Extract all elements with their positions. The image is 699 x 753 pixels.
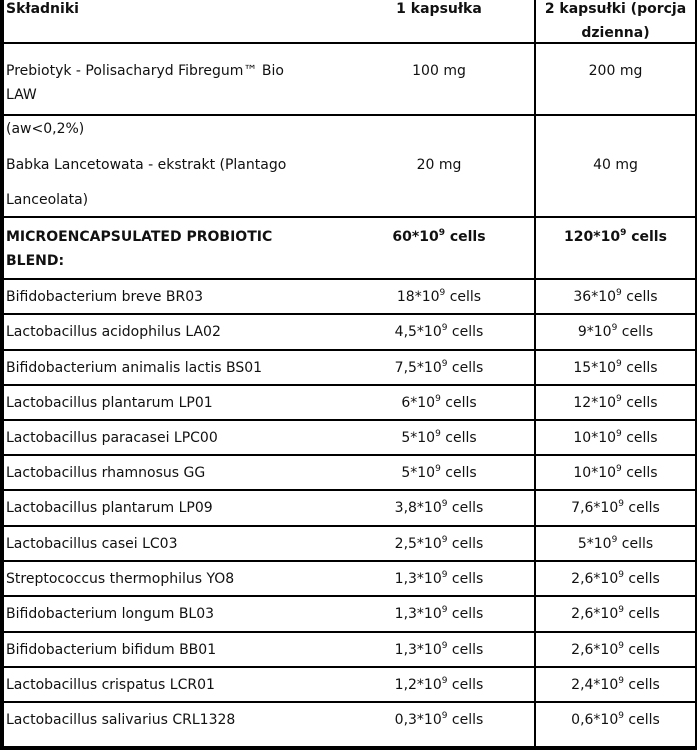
dose-one-value: $5*10^9$ cells (401, 429, 477, 446)
header-one-capsule-label: 1 kapsułka (396, 1, 482, 17)
dose-one (344, 44, 534, 114)
header-one-capsule (344, 0, 534, 42)
dose-two-value: $2,4*10^9$ cells (571, 676, 660, 693)
table-row (4, 491, 695, 527)
dose-one (344, 633, 534, 666)
dose-one (344, 386, 534, 419)
header-ingredients (6, 0, 346, 42)
dose-two (534, 597, 695, 631)
dose-one-value: 100 mg (412, 63, 466, 79)
strain-name (6, 703, 346, 746)
dose-one-value: $4,5*10^9$ cells (394, 323, 484, 340)
dose-two (534, 491, 695, 525)
dose-two-value: $36*10^9$ cells (573, 288, 658, 305)
dose-one (344, 315, 534, 349)
dose-two (534, 703, 695, 746)
dose-two-value: 40 mg (593, 157, 638, 173)
strain-name (6, 668, 346, 701)
table-row (4, 315, 695, 351)
dose-one (344, 703, 534, 746)
strain-name-label: Bifidobacterium animalis lactis BS01 (6, 360, 263, 376)
dose-one (344, 116, 534, 216)
table-row (4, 703, 695, 746)
table-row (4, 116, 695, 218)
dose-one-value: $7,5*10^9$ cells (394, 359, 484, 376)
strain-name (6, 597, 346, 631)
dose-two-value: $5*10^9$ cells (577, 535, 654, 552)
dose-one-value: $18*10^9$ cells (396, 288, 482, 305)
strain-name (6, 527, 346, 560)
strain-name-label: Streptococcus thermophilus YO8 (6, 571, 235, 587)
dose-one (344, 421, 534, 454)
dose-two-value: 200 mg (588, 63, 643, 79)
dose-two (534, 218, 695, 278)
header-two-capsules-line1: 2 kapsułki (porcja (544, 1, 687, 17)
dose-one (344, 527, 534, 560)
dose-one (344, 597, 534, 631)
strain-name-label: Lactobacillus casei LC03 (6, 536, 178, 552)
table-row (4, 633, 695, 668)
dose-two (534, 386, 695, 419)
strain-name (6, 280, 346, 313)
dose-two-value: $15*10^9$ cells (573, 359, 658, 376)
strain-name-label: Bifidobacterium breve BR03 (6, 289, 204, 305)
dose-one (344, 280, 534, 313)
dose-two-value: $0,6*10^9$ cells (571, 711, 660, 728)
dose-two-value: $9*10^9$ cells (577, 323, 654, 340)
ingredient-name-line: (aw<0,2%) (6, 121, 85, 137)
ingredient-name-line: Babka Lancetowata - ekstrakt (Plantago (6, 157, 287, 173)
dose-one-value: $1,2*10^9$ cells (394, 676, 484, 693)
dose-two-value: $12*10^9$ cells (573, 394, 658, 411)
strain-name-label: Lactobacillus crispatus LCR01 (6, 677, 215, 693)
dose-two (534, 633, 695, 666)
dose-one (344, 456, 534, 489)
strain-name-label: Lactobacillus paracasei LPC00 (6, 430, 218, 446)
table-row (4, 351, 695, 386)
dose-one-value: $1,3*10^9$ cells (394, 605, 484, 622)
table-row (4, 421, 695, 456)
dose-one-value: $60*10^9$ cells (392, 228, 486, 245)
dose-two (534, 280, 695, 313)
dose-two (534, 351, 695, 384)
dose-one (344, 218, 534, 278)
strain-name (6, 562, 346, 595)
dose-two (534, 668, 695, 701)
table-row (4, 386, 695, 421)
strain-name (6, 456, 346, 489)
dose-two (534, 421, 695, 454)
dose-one-value: $5*10^9$ cells (401, 464, 477, 481)
ingredient-name-line: BLEND: (6, 253, 65, 269)
dose-one (344, 491, 534, 525)
ingredient-name-line: LAW (6, 87, 37, 103)
header-two-capsules-line2: dzienna) (581, 25, 650, 41)
ingredient-name-line: MICROENCAPSULATED PROBIOTIC (6, 229, 273, 245)
header-ingredients-label: Składniki (6, 1, 79, 17)
dose-two-value: $7,6*10^9$ cells (571, 499, 660, 516)
dose-two (534, 315, 695, 349)
table-row (4, 668, 695, 703)
dose-two (534, 116, 695, 216)
dose-two-value: $2,6*10^9$ cells (571, 605, 660, 622)
dose-two-value: $10*10^9$ cells (573, 464, 658, 481)
strain-name (6, 386, 346, 419)
dose-one-value: $1,3*10^9$ cells (394, 641, 484, 658)
ingredient-name (6, 218, 346, 278)
header-row (4, 0, 695, 44)
strain-name-label: Lactobacillus plantarum LP01 (6, 395, 213, 411)
dose-one-value: 20 mg (416, 157, 462, 173)
table-row (4, 44, 695, 116)
ingredient-name-line: Lanceolata) (6, 192, 89, 208)
strain-name-label: Lactobacillus acidophilus LA02 (6, 324, 221, 340)
ingredient-name-line: Prebiotyk - Polisacharyd Fibregum™ Bio (6, 63, 284, 79)
header-two-capsules (534, 0, 695, 42)
dose-one-value: $6*10^9$ cells (401, 394, 477, 411)
strain-name (6, 351, 346, 384)
dose-one-value: $1,3*10^9$ cells (394, 570, 484, 587)
dose-one-value: $2,5*10^9$ cells (394, 535, 484, 552)
table-row-blend (4, 218, 695, 280)
table-row (4, 562, 695, 597)
dose-two-value: $2,6*10^9$ cells (571, 641, 660, 658)
dose-one (344, 562, 534, 595)
table-row (4, 597, 695, 633)
dose-one (344, 351, 534, 384)
dose-two (534, 456, 695, 489)
strain-name (6, 491, 346, 525)
dose-two (534, 527, 695, 560)
dose-two-value: $2,6*10^9$ cells (571, 570, 660, 587)
ingredient-name (6, 44, 346, 114)
strain-name-label: Lactobacillus salivarius CRL1328 (6, 712, 236, 728)
table-row (4, 280, 695, 315)
strain-name-label: Bifidobacterium longum BL03 (6, 606, 215, 622)
dose-two (534, 44, 695, 114)
dose-one (344, 668, 534, 701)
dose-one-value: $3,8*10^9$ cells (394, 499, 484, 516)
dose-one-value: $0,3*10^9$ cells (394, 711, 484, 728)
table-row (4, 527, 695, 562)
dose-two (534, 562, 695, 595)
ingredient-name (6, 116, 346, 216)
dose-two-value: $120*10^9$ cells (564, 228, 667, 245)
strain-name (6, 421, 346, 454)
strain-name (6, 633, 346, 666)
strain-name-label: Bifidobacterium bifidum BB01 (6, 642, 217, 658)
table-row (4, 456, 695, 491)
strain-name (6, 315, 346, 349)
dose-two-value: $10*10^9$ cells (573, 429, 658, 446)
strain-name-label: Lactobacillus plantarum LP09 (6, 500, 213, 516)
strain-name-label: Lactobacillus rhamnosus GG (6, 465, 206, 481)
